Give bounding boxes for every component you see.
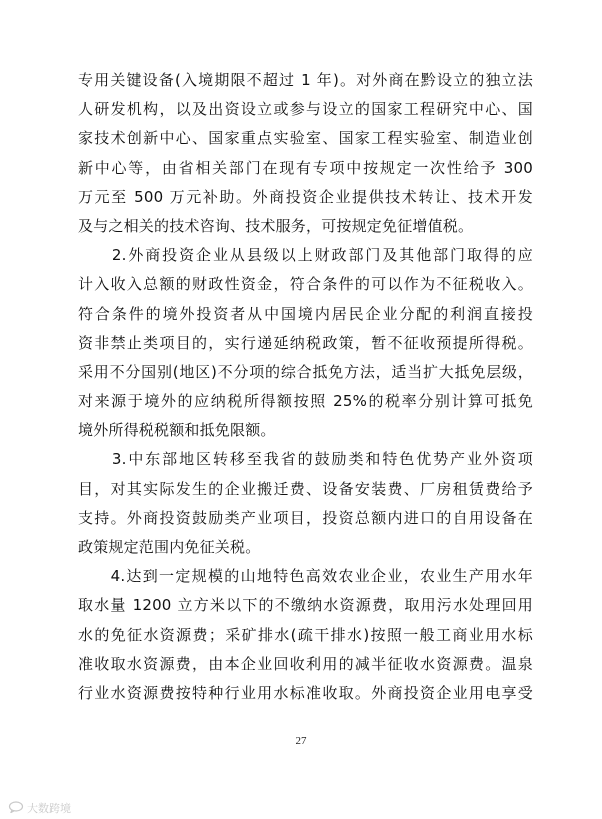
text-line: 政策规定范围内免征关税。: [78, 538, 261, 556]
text-line: 人研发机构，以及出资设立或参与设立的国家工程研究中心、国: [78, 100, 533, 119]
text-line: 对来源于境外的应纳税所得额按照 25%的税率分别计算可抵免: [78, 392, 533, 411]
text-line: 家技术创新中心、国家重点实验室、国家工程实验室、制造业创: [78, 129, 533, 148]
watermark-text: 大数跨境: [27, 802, 71, 815]
paragraph-3: [78, 445, 533, 562]
text-line: 行业水资源费按特种行业用水标准收取。外商投资企业用电享受: [78, 683, 533, 702]
text-line: 取水量 1200 立方米以下的不缴纳水资源费，取用污水处理回用: [78, 596, 533, 615]
text-line: 境外所得税税额和抵免限额。: [78, 421, 276, 440]
text-line: 支持。外商投资鼓励类产业项目，投资总额内进口的自用设备在: [78, 508, 533, 527]
chat-bubble-icon: [8, 801, 24, 816]
text-line: 及与之相关的技术咨询、技术服务，可按规定免征增值税。: [78, 216, 474, 235]
text-line: 符合条件的境外投资者从中国境内居民企业分配的利润直接投: [78, 304, 533, 323]
text-line: 专用关键设备(入境期限不超过 1 年)。对外商在黔设立的独立法: [78, 71, 533, 89]
paragraph-4: [78, 562, 533, 708]
watermark: [8, 800, 71, 816]
text-line: 2.外商投资企业从县级以上财政部门及其他部门取得的应: [78, 246, 533, 265]
paragraph-1: [78, 66, 533, 241]
text-line: 万元至 500 万元补助。外商投资企业提供技术转让、技术开发: [78, 187, 533, 206]
document-body: [78, 66, 533, 708]
paragraph-2: [78, 241, 533, 445]
text-line: 计入收入总额的财政性资金，符合条件的可以作为不征税收入。: [78, 275, 533, 294]
page-number: 27: [295, 735, 307, 747]
text-line: 水的免征水资源费；采矿排水(疏干排水)按照一般工商业用水标: [78, 625, 533, 644]
text-line: 准收取水资源费，由本企业回收利用的减半征收水资源费。温泉: [78, 654, 533, 673]
text-line: 目，对其实际发生的企业搬迁费、设备安装费、厂房租赁费给予: [78, 479, 533, 498]
text-line: 资非禁止类项目的，实行递延纳税政策，暂不征收预提所得税。: [78, 333, 533, 352]
text-line: 4.达到一定规模的山地特色高效农业企业，农业生产用水年: [78, 567, 533, 586]
text-line: 新中心等，由省相关部门在现有专项中按规定一次性给予 300: [78, 158, 533, 177]
text-line: 3.中东部地区转移至我省的鼓励类和特色优势产业外资项: [78, 450, 533, 469]
text-line: 采用不分国别(地区)不分项的综合抵免方法，适当扩大抵免层级，: [78, 362, 533, 381]
